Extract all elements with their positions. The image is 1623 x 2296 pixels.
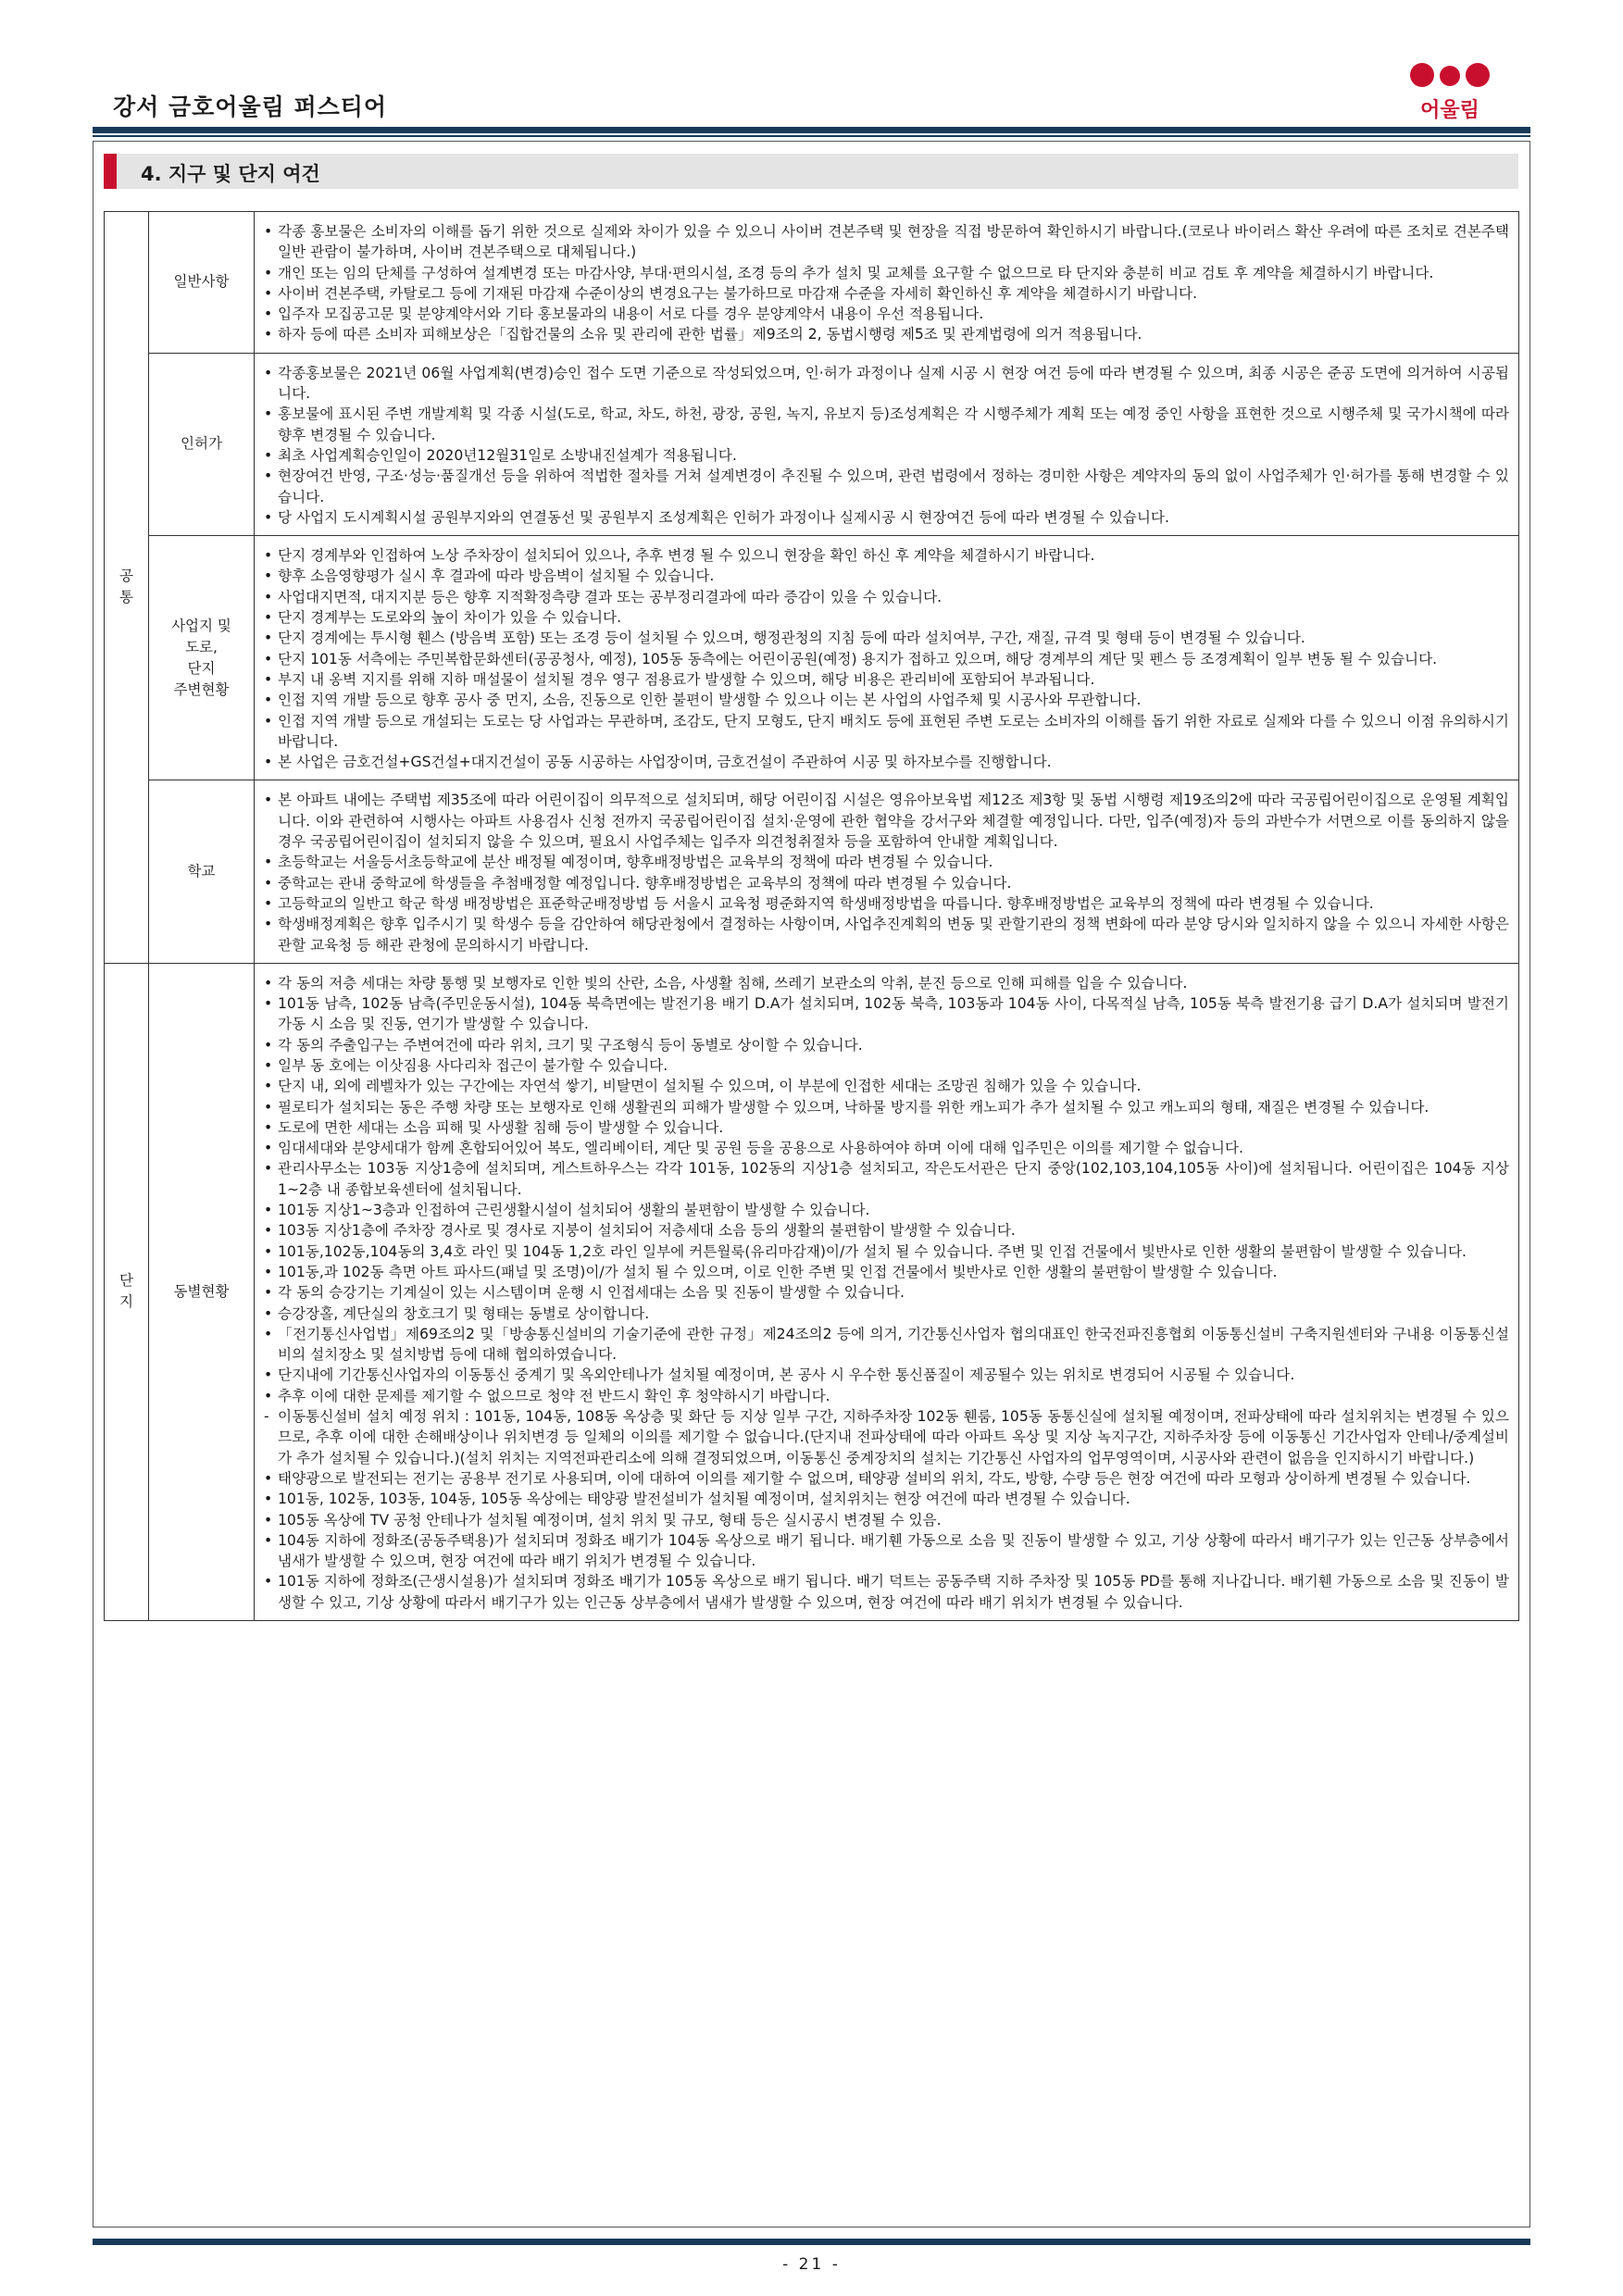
conditions-table <box>104 211 1519 1621</box>
list-item: • 초등학교는 서울등서초등학교에 분산 배정될 예정이며, 향후배정방법은 교육부의 정책에 따라 변경될 수 있습니다. <box>263 852 1509 872</box>
list-item: • 101동 남측, 102동 남측(주민운동시설), 104동 북측면에는 발전기용 배기 D.A가 설치되며, 102동 북측, 103동과 104동 사이, 다목적실 남측, 105동 북측 발전기용 급기 D.A가 설치되며 발전기 가동 시 소음 및 진동, 연기가 발생할 수 있습니다. <box>263 993 1509 1035</box>
group-label: 단 지 <box>105 963 149 1620</box>
bullet-list <box>263 973 1509 1613</box>
bullet-list <box>263 221 1509 345</box>
header-rule <box>93 127 1530 133</box>
list-item: • 일부 동 호에는 이삿짐용 사다리차 접근이 불가할 수 있습니다. <box>263 1055 1509 1076</box>
category-label: 동별현황 <box>149 963 255 1620</box>
brand-logo <box>1409 63 1491 124</box>
list-item: • 임대세대와 분양세대가 함께 혼합되어있어 복도, 엘리베이터, 계단 및 공원 등을 공용으로 사용하여야 하며 이에 대해 입주민은 이의를 제기할 수 없습니다. <box>263 1138 1509 1158</box>
list-item: • 101동, 102동, 103동, 104동, 105동 옥상에는 태양광 발전설비가 설치될 예정이며, 설치위치는 현장 여건에 따라 변경될 수 있습니다. <box>263 1489 1509 1509</box>
table-row <box>105 536 1519 780</box>
list-item: • 태양광으로 발전되는 전기는 공용부 전기로 사용되며, 이에 대하여 이의를 제기할 수 없으며, 태양광 설비의 위치, 각도, 방향, 수량 등은 현장 여건에 따라 모형과 상이하게 변경될 수 있습니다. <box>263 1468 1509 1489</box>
list-item: • 각 동의 저층 세대는 차량 통행 및 보행자로 인한 빛의 산란, 소음, 사생활 침해, 쓰레기 보관소의 악취, 분진 등으로 인해 피해를 입을 수 있습니다. <box>263 973 1509 993</box>
list-item: - 이동통신설비 설치 예정 위치 : 101동, 104동, 108동 옥상층 및 화단 등 지상 일부 구간, 지하주차장 102동 휀룸, 105동 동통신실에 설치될 예정이며, 전파상태에 따라 설치위치는 변경될 수 있으므로, 추후 이에 대한 손해배상이나 위치변경 등 일체의 이의를 제기할 수 없습니다.(단지내 전파상태에 따라 아파트 옥상 및 지상 녹지구간, 지하주차장 등에 이동통신 기간사업자 안테나/중계설비가 추가 설치될 수 있습니다.)(설치 위치는 지역전파관리소에 의해 결정되었으며, 이동통신 중계장치의 설치는 기간통신 사업자의 업무영역이며, 시공사와 관련이 없음을 인지하시기 바랍니다.) <box>263 1406 1509 1468</box>
list-item: • 인접 지역 개발 등으로 향후 공사 중 먼지, 소음, 진동으로 인한 불편이 발생할 수 있으나 이는 본 사업의 사업주체 및 시공사와 무관합니다. <box>263 690 1509 710</box>
list-item: • 105동 옥상에 TV 공청 안테나가 설치될 예정이며, 설치 위치 및 규모, 형태 등은 실시공시 변경될 수 있음. <box>263 1510 1509 1530</box>
list-item: • 각종 홍보물은 소비자의 이해를 돕기 위한 것으로 실제와 차이가 있을 수 있으니 사이버 견본주택 및 현장을 직접 방문하여 확인하시기 바랍니다.(코로나 바이러스 확산 우려에 따른 조치로 견본주택 일반 관람이 불가하며, 사이버 견본주택으로 대체됩니다.) <box>263 221 1509 263</box>
list-item: • 승강장홀, 계단실의 창호크기 및 형태는 동별로 상이합니다. <box>263 1304 1509 1324</box>
list-item: • 추후 이에 대한 문제를 제기할 수 없으므로 청약 전 반드시 확인 후 청약하시기 바랍니다. <box>263 1386 1509 1406</box>
list-item: • 입주자 모집공고문 및 분양계약서와 기타 홍보물과의 내용이 서로 다를 경우 분양계약서 내용이 우선 적용됩니다. <box>263 304 1509 324</box>
section-marker-icon <box>104 154 117 189</box>
list-item: • 본 아파트 내에는 주택법 제35조에 따라 어린이집이 의무적으로 설치되며, 해당 어린이집 시설은 영유아보육법 제12조 제3항 및 동법 시행령 제19조의2에 따라 국공립어린이집으로 운영될 계획입니다. 이와 관련하여 시행사는 아파트 사용검사 신청 전까지 국공립어린이집 설치·운영에 관한 협약을 강서구와 체결할 예정입니다. 다만, 입주(예정)자 등의 과반수가 서면으로 이를 동의하지 않을 경우 국공립어린이집이 설치되지 않을 수 있으며, 필요시 사업주체는 입주자 의견청취절차 등을 포함하여 안내할 계획입니다. <box>263 790 1509 852</box>
category-content <box>255 212 1519 354</box>
list-item: • 사업대지면적, 대지지분 등은 향후 지적확정측량 결과 또는 공부정리결과에 따라 증감이 있을 수 있습니다. <box>263 587 1509 607</box>
list-item: • 각 동의 승강기는 기계실이 있는 시스템이며 운행 시 인접세대는 소음 및 진동이 발생할 수 있습니다. <box>263 1282 1509 1303</box>
list-item: • 도로에 면한 세대는 소음 피해 및 사생활 침해 등이 발생할 수 있습니다. <box>263 1117 1509 1138</box>
list-item: • 단지 경계부와 인접하여 노상 주차장이 설치되어 있으나, 추후 변경 될 수 있으니 현장을 확인 하신 후 계약을 체결하시기 바랍니다. <box>263 545 1509 566</box>
list-item: • 현장여건 반영, 구조·성능·품질개선 등을 위하여 적법한 절차를 거쳐 설계변경이 추진될 수 있으며, 관련 법령에서 정하는 경미한 사항은 계약자의 동의 없이 사업주체가 인·허가를 통해 변경할 수 있습니다. <box>263 466 1509 507</box>
list-item: • 최초 사업계획승인일이 2020년12월31일로 소방내진설계가 적용됩니다. <box>263 445 1509 466</box>
footer-rule <box>93 2239 1530 2245</box>
list-item: • 단지 경계에는 투시형 휀스 (방음벽 포함) 또는 조경 등이 설치될 수 있으며, 행정관청의 지침 등에 따라 설치여부, 구간, 재질, 규격 및 형태 등이 변경될 수 있습니다. <box>263 628 1509 648</box>
list-item: • 하자 등에 따른 소비자 피해보상은「집합건물의 소유 및 관리에 관한 법률」제9조의 2, 동법시행령 제5조 및 관계법령에 의거 적용됩니다. <box>263 324 1509 344</box>
list-item: • 104동 지하에 정화조(공동주택용)가 설치되며 정화조 배기가 104동 옥상으로 배기 됩니다. 배기휀 가동으로 소음 및 진동이 발생할 수 있고, 기상 상황에 따라서 배기구가 있는 인근동 상부층에서 냄새가 발생할 수 있으며, 현장 여건에 따라 배기 위치가 변경될 수 있습니다. <box>263 1530 1509 1572</box>
category-content <box>255 536 1519 780</box>
list-item: • 101동 지하에 정화조(근생시설용)가 설치되며 정화조 배기가 105동 옥상으로 배기 됩니다. 배기 덕트는 공동주택 지하 주차장 및 105동 PD를 통해 지나갑니다. 배기휀 가동으로 소음 및 진동이 발생할 수 있고, 기상 상황에 따라서 배기구가 있는 인근동 상부층에서 냄새가 발생할 수 있으며, 현장 여건에 따라 배기 위치가 변경될 수 있습니다. <box>263 1571 1509 1613</box>
list-item: • 향후 소음영향평가 실시 후 결과에 따라 방음벽이 설치될 수 있습니다. <box>263 566 1509 586</box>
list-item: • 관리사무소는 103동 지상1층에 설치되며, 게스트하우스는 각각 101동, 102동의 지상1층 설치되고, 작은도서관은 단지 중앙(102,103,104,105동 사이)에 설치됩니다. 어린이집은 104동 지상1~2층 내 종합보육센터에 설치됩니다. <box>263 1158 1509 1200</box>
document-title: 강서 금호어울림 퍼스티어 <box>113 94 388 120</box>
list-item: • 101동,102동,104동의 3,4호 라인 및 104동 1,2호 라인 일부에 커튼월룩(유리마감재)이/가 설치 될 수 있습니다. 주변 및 인접 건물에서 빛반사로 인한 생활의 불편함이 발생할 수 있습니다. <box>263 1242 1509 1262</box>
category-content <box>255 963 1519 1620</box>
table-row <box>105 353 1519 535</box>
list-item: • 개인 또는 임의 단체를 구성하여 설계변경 또는 마감사양, 부대·편의시설, 조경 등의 추가 설치 및 교체를 요구할 수 없으므로 타 단지와 충분히 비교 검토 후 계약을 체결하시기 바랍니다. <box>263 263 1509 283</box>
list-item: • 각 동의 주출입구는 주변여건에 따라 위치, 크기 및 구조형식 등이 동별로 상이할 수 있습니다. <box>263 1035 1509 1055</box>
list-item: • 인접 지역 개발 등으로 개설되는 도로는 당 사업과는 무관하며, 조감도, 단지 모형도, 단지 배치도 등에 표현된 주변 도로는 소비자의 이해를 돕기 위한 자료로 실제와 다를 수 있으니 이점 유의하시기 바랍니다. <box>263 711 1509 753</box>
list-item: • 각종홍보물은 2021년 06월 사업계획(변경)승인 접수 도면 기준으로 작성되었으며, 인·허가 과정이나 실제 시공 시 현장 여건 등에 따라 변경될 수 있으며, 최종 시공은 준공 도면에 의거하여 시공됩니다. <box>263 363 1509 405</box>
list-item: • 당 사업지 도시계획시설 공원부지와의 연결동선 및 공원부지 조성계획은 인허가 과정이나 실제시공 시 현장여건 등에 따라 변경될 수 있습니다. <box>263 507 1509 528</box>
list-item: • 101동 지상1~3층과 인접하여 근린생활시설이 설치되어 생활의 불편함이 발생할 수 있습니다. <box>263 1200 1509 1220</box>
group-label: 공 통 <box>105 212 149 964</box>
list-item: • 홍보물에 표시된 주변 개발계획 및 각종 시설(도로, 학교, 차도, 하천, 광장, 공원, 녹지, 유보지 등)조성계획은 각 시행주체가 계획 또는 예정 중인 사항을 표현한 것으로 시행주체 및 국가시책에 따라 향후 변경될 수 있습니다. <box>263 404 1509 445</box>
table-row <box>105 780 1519 963</box>
list-item: • 단지 내, 외에 레벨차가 있는 구간에는 자연석 쌓기, 비탈면이 설치될 수 있으며, 이 부분에 인접한 세대는 조망권 침해가 있을 수 있습니다. <box>263 1076 1509 1096</box>
section-heading <box>104 154 1518 189</box>
list-item: • 103동 지상1층에 주차장 경사로 및 경사로 지붕이 설치되어 저층세대 소음 등의 생활의 불편함이 발생할 수 있습니다. <box>263 1220 1509 1241</box>
category-label: 학교 <box>149 780 255 963</box>
category-label: 인허가 <box>149 353 255 535</box>
list-item: • 단지 경계부는 도로와의 높이 차이가 있을 수 있습니다. <box>263 607 1509 628</box>
list-item: • 필로티가 설치되는 동은 주행 차량 또는 보행자로 인해 생활권의 피해가 발생할 수 있으며, 낙하물 방지를 위한 캐노피가 추가 설치될 수 있고 캐노피의 형태, 재질은 변경될 수 있습니다. <box>263 1097 1509 1117</box>
category-content <box>255 780 1519 963</box>
category-label: 일반사항 <box>149 212 255 354</box>
table-row <box>105 963 1519 1620</box>
bullet-list <box>263 363 1509 528</box>
bullet-list <box>263 545 1509 772</box>
header-rule-thin <box>93 135 1530 137</box>
logo-dots-icon <box>1409 63 1491 91</box>
list-item: • 본 사업은 금호건설+GS건설+대지건설이 공동 시공하는 사업장이며, 금호건설이 주관하여 시공 및 하자보수를 진행합니다. <box>263 752 1509 772</box>
section-title: 4. 지구 및 단지 여건 <box>141 163 320 185</box>
bullet-list <box>263 790 1509 955</box>
category-label: 사업지 및 도로, 단지 주변현황 <box>149 536 255 780</box>
logo-text: 어울림 <box>1420 99 1479 122</box>
list-item: • 101동,과 102동 측면 아트 파사드(패널 및 조명)이/가 설치 될 수 있으며, 이로 인한 주변 및 인접 건물에서 빛반사로 인한 생활의 불편함이 발생할 수 있습니다. <box>263 1262 1509 1282</box>
list-item: • 부지 내 옹벽 지지를 위해 지하 매설물이 설치될 경우 영구 점용료가 발생할 수 있으며, 해당 비용은 관리비에 포함되어 부과됩니다. <box>263 669 1509 690</box>
list-item: • 고등학교의 일반고 학군 학생 배정방법은 표준학군배정방법 등 서울시 교육청 평준화지역 학생배정방법을 따릅니다. 향후배정방법은 교육부의 정책에 따라 변경될 수 있습니다. <box>263 893 1509 914</box>
list-item: • 학생배정계획은 향후 입주시기 및 학생수 등을 감안하여 해당관청에서 결정하는 사항이며, 사업추진계획의 변동 및 관할기관의 정책 변화에 따라 분양 당시와 일치하지 않을 수 있으니 자세한 사항은 관할 교육청 등 해관 관청에 문의하시기 바랍니다. <box>263 914 1509 955</box>
page-number: - 21 - <box>782 2255 841 2274</box>
list-item: • 사이버 견본주택, 카탈로그 등에 기재된 마감재 수준이상의 변경요구는 불가하므로 마감재 수준을 자세히 확인하신 후 계약을 체결하시기 바랍니다. <box>263 283 1509 304</box>
list-item: • 중학교는 관내 중학교에 학생들을 추첨배정할 예정입니다. 향후배정방법은 교육부의 정책에 따라 변경될 수 있습니다. <box>263 873 1509 893</box>
list-item: • 단지내에 기간통신사업자의 이동통신 중계기 및 옥외안테나가 설치될 예정이며, 본 공사 시 우수한 통신품질이 제공될수 있는 위치로 변경되어 시공될 수 있습니다. <box>263 1365 1509 1385</box>
table-row <box>105 212 1519 354</box>
category-content <box>255 353 1519 535</box>
list-item: • 「전기통신사업법」제69조의2 및「방송통신설비의 기술기준에 관한 규정」제24조의2 등에 의거, 기간통신사업자 협의대표인 한국전파진흥협회 이동통신설비 구축지원센터와 구내용 이동통신설비의 설치장소 및 설치방법 등에 대해 협의하였습니다. <box>263 1324 1509 1366</box>
list-item: • 단지 101동 서측에는 주민복합문화센터(공공청사, 예정), 105동 동측에는 어린이공원(예정) 용지가 접하고 있으며, 해당 경계부의 계단 및 펜스 등 조경계획이 일부 변동 될 수 있습니다. <box>263 649 1509 669</box>
